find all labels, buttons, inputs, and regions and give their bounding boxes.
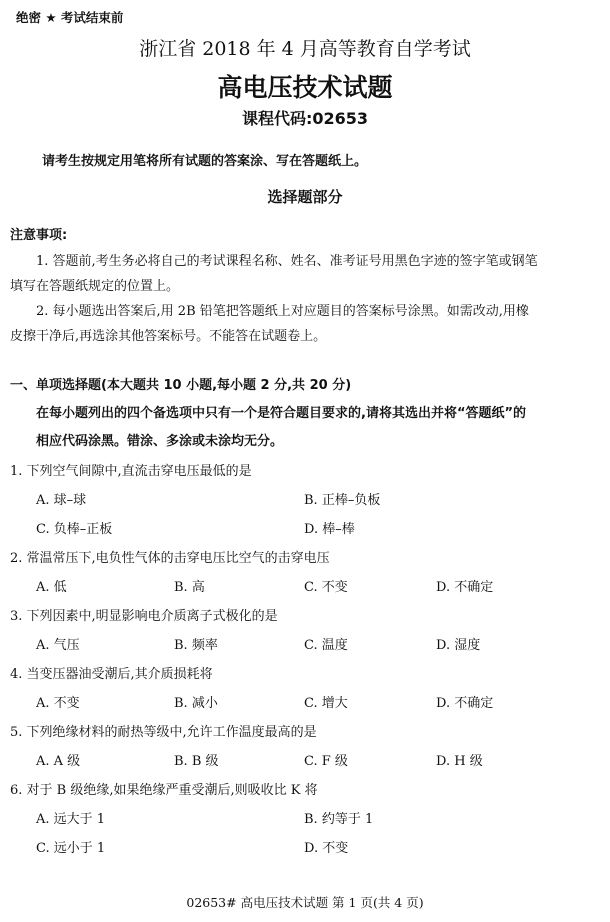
question-4-stem: 4. 当变压器油受潮后,其介质损耗将 [10, 667, 213, 682]
question-1-stem: 1. 下列空气间隙中,直流击穿电压最低的是 [10, 464, 252, 479]
question-1-option-a: A. 球–球 [36, 493, 87, 508]
question-4-option-c: C. 增大 [304, 696, 348, 711]
note-item-1-line-1: 1. 答题前,考生务必将自己的考试课程名称、姓名、准考证号用黑色字迹的签字笔或钢笔 [36, 254, 538, 269]
question-6-stem: 6. 对于 B 级绝缘,如果绝缘严重受潮后,则吸收比 K 将 [10, 783, 318, 798]
question-6-option-b: B. 约等于 1 [304, 812, 374, 827]
question-2-option-b: B. 高 [174, 580, 205, 595]
paper-title: 高电压技术试题 [217, 73, 393, 102]
question-1-option-d: D. 棒–棒 [304, 522, 355, 537]
question-3-option-a: A. 气压 [36, 638, 80, 653]
section-title: 选择题部分 [267, 188, 343, 206]
page-footer: 02653# 高电压技术试题 第 1 页(共 4 页) [186, 895, 424, 910]
part1-directions-line-2: 相应代码涂黑。错涂、多涂或未涂均无分。 [36, 434, 284, 449]
notes-heading: 注意事项: [10, 228, 68, 243]
note-item-2-line-1: 2. 每小题选出答案后,用 2B 铅笔把答题纸上对应题目的答案标号涂黑。如需改动,用橡 [36, 304, 529, 319]
question-6-option-d: D. 不变 [304, 841, 349, 856]
answer-instruction: 请考生按规定用笔将所有试题的答案涂、写在答题纸上。 [42, 154, 368, 169]
question-2-option-a: A. 低 [36, 580, 67, 595]
question-6-option-c: C. 远小于 1 [36, 841, 106, 856]
question-5-option-c: C. F 级 [304, 754, 348, 769]
question-6-option-a: A. 远大于 1 [36, 812, 106, 827]
question-2-option-d: D. 不确定 [436, 580, 494, 595]
question-5-option-d: D. H 级 [436, 754, 483, 769]
question-2-stem: 2. 常温常压下,电负性气体的击穿电压比空气的击穿电压 [10, 551, 330, 566]
question-5-option-a: A. A 级 [36, 754, 81, 769]
exam-title: 浙江省 2018 年 4 月高等教育自学考试 [139, 38, 471, 60]
question-4-option-d: D. 不确定 [436, 696, 494, 711]
question-4-option-a: A. 不变 [36, 696, 80, 711]
question-5-option-b: B. B 级 [174, 754, 219, 769]
question-4-option-b: B. 减小 [174, 696, 218, 711]
question-3-option-d: D. 湿度 [436, 638, 481, 653]
question-3-option-b: B. 频率 [174, 638, 218, 653]
part1-heading: 一、单项选择题(本大题共 10 小题,每小题 2 分,共 20 分) [10, 378, 352, 393]
question-5-stem: 5. 下列绝缘材料的耐热等级中,允许工作温度最高的是 [10, 725, 317, 740]
secret-mark: 绝密 ★ 考试结束前 [16, 10, 124, 25]
question-1-option-c: C. 负棒–正板 [36, 522, 113, 537]
question-2-option-c: C. 不变 [304, 580, 348, 595]
part1-directions-line-1: 在每小题列出的四个备选项中只有一个是符合题目要求的,请将其选出并将“答题纸”的 [36, 406, 527, 421]
question-3-stem: 3. 下列因素中,明显影响电介质离子式极化的是 [10, 609, 278, 624]
question-1-option-b: B. 正棒–负板 [304, 493, 381, 508]
course-code: 课程代码:02653 [241, 109, 369, 128]
note-item-2-line-2: 皮擦干净后,再选涂其他答案标号。不能答在试题卷上。 [10, 329, 327, 344]
question-3-option-c: C. 温度 [304, 638, 348, 653]
note-item-1-line-2: 填写在答题纸规定的位置上。 [10, 279, 180, 294]
